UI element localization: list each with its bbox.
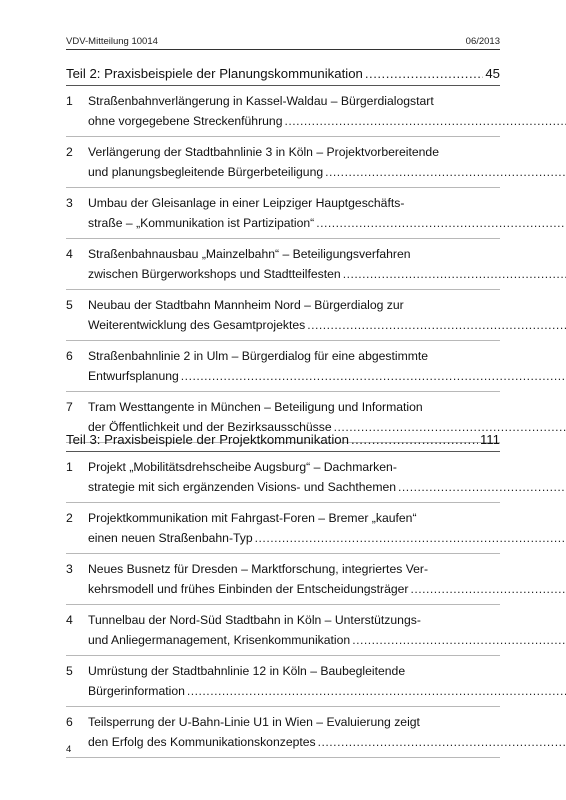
toc-entry-number: 3 — [66, 196, 73, 210]
toc-entry-title-line2 — [88, 580, 566, 600]
toc-entry-body — [88, 194, 566, 233]
toc-entry-body — [88, 458, 566, 497]
toc-entry-title-text: einen neuen Straßenbahn-Typ — [88, 530, 253, 545]
toc-entry-number: 3 — [66, 562, 73, 576]
toc-section-title-teil2[interactable] — [66, 66, 500, 86]
toc-entry-title-line2 — [88, 478, 566, 498]
leader-dots — [365, 66, 483, 82]
toc-entry-title-line: Verlängerung der Stadtbahnlinie 3 in Köln – Projektvorbereitende — [88, 145, 439, 159]
toc-entry-number: 7 — [66, 400, 73, 414]
toc-entry-title-text: und planungsbegleitende Bürgerbeteiligung — [88, 164, 324, 179]
leader-dots — [316, 214, 566, 234]
leader-dots — [318, 733, 566, 753]
toc-entry-body — [88, 347, 566, 386]
toc-entry-title-line2 — [88, 316, 566, 336]
header-doc-id: VDV-Mitteilung 10014 — [66, 36, 158, 47]
toc-entry-title-line2 — [88, 529, 566, 549]
toc-entry-body — [88, 143, 566, 182]
toc-entry-title-text: Weiterentwicklung des Gesamtprojektes — [88, 317, 306, 332]
toc-entry-number: 2 — [66, 145, 73, 159]
header-date: 06/2013 — [465, 36, 500, 47]
toc-section-teil3 — [66, 432, 500, 758]
section-title-text: Teil 3: Praxisbeispiele der Projektkommunikation — [66, 432, 349, 447]
toc-entry-number: 4 — [66, 613, 73, 627]
toc-entry-title-line: Neues Busnetz für Dresden – Marktforschung, integriertes Ver- — [88, 562, 429, 576]
toc-entry-title-line: Straßenbahnverlängerung in Kassel-Waldau – Bürgerdialogstart — [88, 94, 434, 108]
toc-entry-title-line2 — [88, 631, 566, 651]
leader-dots — [284, 112, 566, 132]
toc-entry-number: 4 — [66, 247, 73, 261]
toc-entry[interactable] — [66, 239, 500, 290]
toc-entry-number: 1 — [66, 460, 73, 474]
toc-entry-title-line2 — [88, 367, 566, 387]
toc-entry-title-line: Straßenbahnlinie 2 in Ulm – Bürgerdialog für eine abgestimmte — [88, 349, 429, 363]
page-header — [66, 36, 500, 50]
toc-entry[interactable] — [66, 341, 500, 392]
toc-entry[interactable] — [66, 188, 500, 239]
toc-entry-number: 1 — [66, 94, 73, 108]
leader-dots — [255, 529, 566, 549]
toc-section-title-teil3[interactable] — [66, 432, 500, 452]
leader-dots — [307, 316, 566, 336]
toc-entry-title-line: Neubau der Stadtbahn Mannheim Nord – Bürgerdialog zur — [88, 298, 404, 312]
toc-entry-title-text: zwischen Bürgerworkshops und Stadtteilfesten — [88, 266, 341, 281]
leader-dots — [351, 432, 478, 448]
toc-section-teil2 — [66, 66, 500, 443]
toc-entry-body — [88, 611, 566, 650]
leader-dots — [352, 631, 566, 651]
toc-entry-title-line2 — [88, 163, 566, 183]
toc-entry[interactable] — [66, 554, 500, 605]
toc-entry-number: 6 — [66, 715, 73, 729]
toc-entry-title-line2 — [88, 265, 566, 285]
toc-entry[interactable] — [66, 656, 500, 707]
toc-entry-title-text: strategie mit sich ergänzenden Visions- und Sachthemen — [88, 479, 397, 494]
toc-entry-title-text: straße – „Kommunikation ist Partizipation“ — [88, 215, 315, 230]
toc-entry-number: 2 — [66, 511, 73, 525]
toc-entry-title-text: Bürgerinformation — [88, 683, 185, 698]
toc-entry-title-line2 — [88, 682, 566, 702]
toc-entry-number: 6 — [66, 349, 73, 363]
toc-entry-body — [88, 662, 566, 701]
toc-entry-body — [88, 296, 566, 335]
toc-entry-title-line: Projektkommunikation mit Fahrgast-Foren – Bremer „kaufen“ — [88, 511, 417, 525]
leader-dots — [187, 682, 566, 702]
toc-entry-title-text: kehrsmodell und frühes Einbinden der Entscheidungsträger — [88, 581, 409, 596]
toc-entry-title-line2 — [88, 214, 566, 234]
toc-entry-title-line: Straßenbahnausbau „Mainzelbahn“ – Beteiligungsverfahren — [88, 247, 411, 261]
leader-dots — [410, 580, 566, 600]
toc-entry-body — [88, 713, 566, 752]
toc-entry-title-text: der Öffentlichkeit und der Bezirksausschüsse — [88, 419, 332, 434]
toc-entry[interactable] — [66, 137, 500, 188]
toc-entry-title-line: Umbau der Gleisanlage in einer Leipziger Hauptgeschäfts- — [88, 196, 405, 210]
toc-entry-body — [88, 245, 566, 284]
toc-entry[interactable] — [66, 503, 500, 554]
leader-dots — [398, 478, 566, 498]
toc-entry-body — [88, 92, 566, 131]
toc-entry[interactable] — [66, 452, 500, 503]
toc-entry[interactable] — [66, 605, 500, 656]
leader-dots — [325, 163, 566, 183]
leader-dots — [343, 265, 566, 285]
toc-entry-title-line: Umrüstung der Stadtbahnlinie 12 in Köln – Baubegleitende — [88, 664, 406, 678]
page-number: 4 — [66, 744, 72, 755]
toc-entry[interactable] — [66, 707, 500, 758]
leader-dots — [181, 367, 566, 387]
toc-entry-title-line: Tunnelbau der Nord-Süd Stadtbahn in Köln – Unterstützungs- — [88, 613, 421, 627]
toc-entry-title-text: Entwurfsplanung — [88, 368, 179, 383]
toc-entry-body — [88, 560, 566, 599]
toc-entry-title-line: Teilsperrung der U-Bahn-Linie U1 in Wien – Evaluierung zeigt — [88, 715, 420, 729]
toc-entry-title-line: Projekt „Mobilitätsdrehscheibe Augsburg“ – Dachmarken- — [88, 460, 397, 474]
section-title-text: Teil 2: Praxisbeispiele der Planungskommunikation — [66, 66, 363, 81]
toc-entry-title-line2 — [88, 733, 566, 753]
section-page-number: 45 — [485, 66, 500, 81]
toc-entry[interactable] — [66, 290, 500, 341]
toc-entry-number: 5 — [66, 298, 73, 312]
toc-entry-title-line: Tram Westtangente in München – Beteiligung und Information — [88, 400, 423, 414]
toc-entry[interactable] — [66, 86, 500, 137]
toc-entry-title-text: ohne vorgegebene Streckenführung — [88, 113, 283, 128]
toc-entry-title-line2 — [88, 112, 566, 132]
toc-entry-number: 5 — [66, 664, 73, 678]
toc-entry-body — [88, 509, 566, 548]
toc-entry-title-text: und Anliegermanagement, Krisenkommunikation — [88, 632, 351, 647]
toc-entry-title-text: den Erfolg des Kommunikationskonzeptes — [88, 734, 316, 749]
section-page-number: 111 — [479, 432, 500, 447]
